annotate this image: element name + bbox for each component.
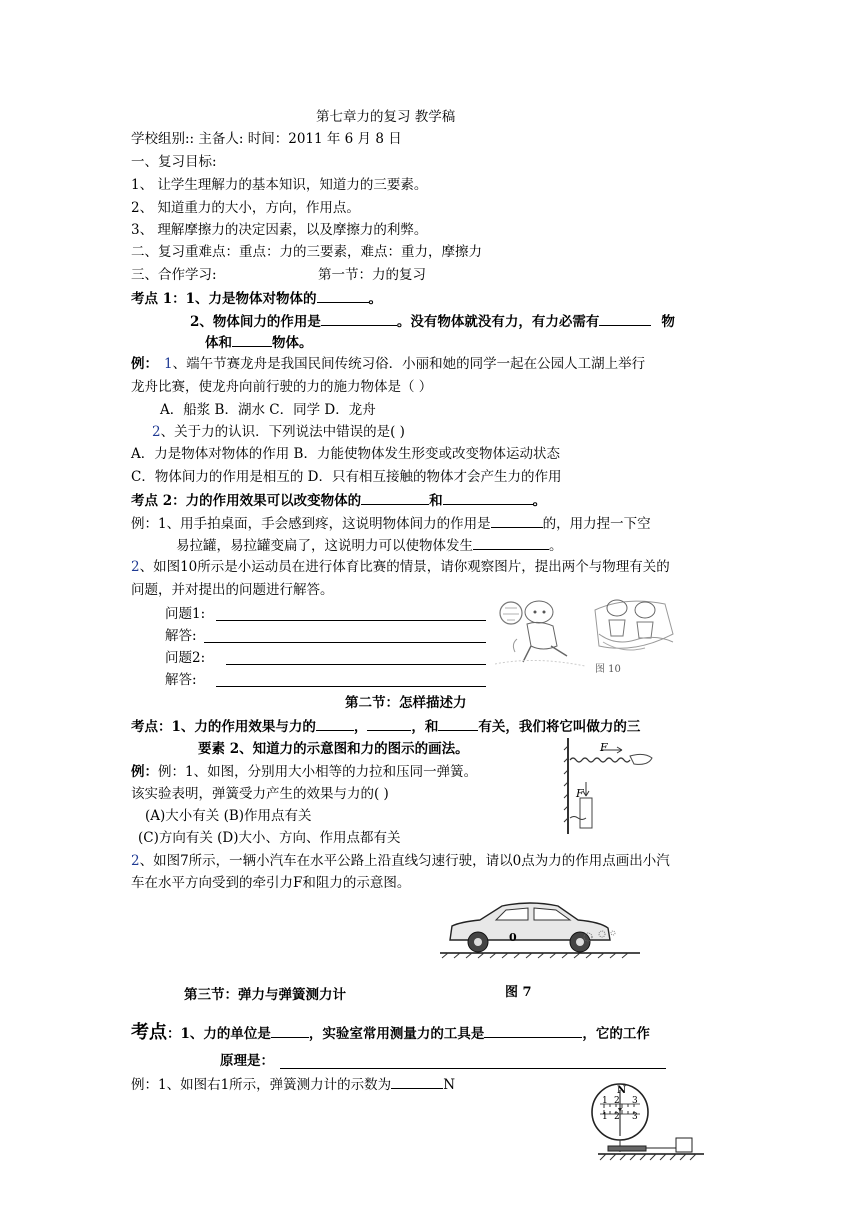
section-objectives: 一、复习目标: bbox=[131, 154, 217, 170]
figure-7-caption: 图 7 bbox=[505, 985, 532, 1000]
point2-line: 考点 2：力的作用效果可以改变物体的 和 。 bbox=[131, 490, 546, 511]
example1-options: A．船浆 B．湖水 C．同学 D．龙舟 bbox=[160, 402, 376, 418]
point1-line1: 考点 1：1、力是物体对物体的 。 bbox=[131, 288, 382, 309]
point1-line2: 2、物体间力的作用是 。没有物体就没有力，有力必需有 物 bbox=[190, 311, 675, 332]
example3-line2: 易拉罐，易拉罐变扁了，这说明力可以使物体发生 。 bbox=[176, 535, 563, 556]
section-cooperative: 三、合作学习: bbox=[131, 267, 217, 283]
example2-options-ab: A．力是物体对物体的作用 B．力能使物体发生形变或改变物体运动状态 bbox=[131, 446, 560, 462]
section1-title: 第一节：力的复习 bbox=[318, 267, 426, 283]
example3-line1: 例：1、用手拍桌面，手会感到疼，这说明物体间力的作用是 的，用力捏一下空 bbox=[131, 513, 651, 534]
section3-title: 第三节：弹力与弹簧测力计 bbox=[184, 987, 346, 1003]
example4-line2: 问题，并对提出的问题进行解答。 bbox=[131, 582, 334, 598]
gauge-unit-n: N bbox=[617, 1085, 627, 1096]
principle-blank[interactable] bbox=[280, 1068, 666, 1069]
goal-2: 2、 知道重力的大小，方向，作用点。 bbox=[131, 200, 360, 216]
example5-line2: 该实验表明，弹簧受力产生的效果与力的( ) bbox=[131, 786, 389, 802]
figure-10-illustration bbox=[495, 594, 680, 678]
example6-line2: 车在水平方向受到的牵引力F和阻力的示意图。 bbox=[131, 875, 411, 891]
example5-line1: 例：例：1、如图，分别用大小相等的力拉和压同一弹簧。 bbox=[131, 764, 478, 780]
gauge-tick-2-bottom: 2 bbox=[614, 1112, 620, 1122]
point1-line3: 体和 物体。 bbox=[205, 332, 313, 353]
goal-1: 1、 让学生理解力的基本知识，知道力的三要素。 bbox=[131, 177, 428, 193]
example5-options-cd: (C)方向有关 (D)大小、方向、作用点都有关 bbox=[138, 830, 401, 846]
gauge-tick-1-bottom: 1 bbox=[602, 1112, 608, 1122]
example7-line: 例：1、如图右1所示，弹簧测力计的示数为 N bbox=[131, 1074, 455, 1095]
question2-label: 问题2: bbox=[165, 650, 206, 666]
figure-10-caption: 图 10 bbox=[595, 664, 621, 675]
point3-line2: 要素 2、知道力的示意图和力的图示的画法。 bbox=[198, 741, 469, 757]
example2-stem: 2、关于力的认识．下列说法中错误的是( ) bbox=[152, 424, 405, 440]
example1-line2: 龙舟比赛，使龙舟向前行驶的力的施力物体是（ ） bbox=[131, 379, 433, 395]
goal-3: 3、 理解摩擦力的决定因素，以及摩擦力的利弊。 bbox=[131, 222, 428, 238]
point3-line1: 考点：1、力的作用效果与力的 ， ，和 有关，我们将它叫做力的三 bbox=[131, 716, 640, 737]
question2-blank[interactable] bbox=[226, 664, 486, 665]
question1-label: 问题1: bbox=[165, 606, 206, 622]
point4-line2: 原理是： bbox=[220, 1053, 274, 1069]
page-title: 第七章力的复习 教学稿 bbox=[316, 109, 456, 125]
answer1-blank[interactable] bbox=[204, 642, 486, 643]
example5-options-ab: (A)大小有关 (B)作用点有关 bbox=[145, 808, 312, 824]
section2-title: 第二节：怎样描述力 bbox=[345, 695, 467, 711]
question1-blank[interactable] bbox=[216, 620, 486, 621]
gauge-tick-3-top: 3 bbox=[632, 1096, 638, 1106]
gauge-tick-1-top: 1 bbox=[602, 1096, 608, 1106]
example6-line1: 2、如图7所示，一辆小汽车在水平公路上沿直线匀速行驶，请以0点为力的作用点画出小汽 bbox=[131, 853, 670, 869]
spring-force-label-bottom: F bbox=[576, 787, 584, 800]
answer2-label: 解答: bbox=[165, 672, 197, 688]
answer2-blank[interactable] bbox=[216, 686, 486, 687]
gauge-tick-3-bottom: 3 bbox=[632, 1112, 638, 1122]
car-point-o: 0 bbox=[509, 931, 517, 944]
meta-line: 学校组别:: 主备人: 时间：2011 年 6 月 8 日 bbox=[131, 131, 402, 147]
car-figure bbox=[440, 898, 640, 960]
answer1-label: 解答: bbox=[165, 628, 197, 644]
example2-options-cd: C．物体间力的作用是相互的 D．只有相互接触的物体才会产生力的作用 bbox=[131, 469, 562, 485]
gauge-tick-2-top: 2 bbox=[614, 1096, 620, 1106]
point4-line1: 考点：1、力的单位是 ，实验室常用测量力的工具是 ，它的工作 bbox=[131, 1022, 650, 1043]
example4-line1: 2、如图10所示是小运动员在进行体育比赛的情景，请你观察图片，提出两个与物理有关的 bbox=[131, 559, 670, 575]
section-keypoints: 二、复习重难点：重点：力的三要素，难点：重力，摩擦力 bbox=[131, 244, 482, 260]
spring-force-label-top: F bbox=[600, 741, 608, 754]
example1-line1: 例： 1、端午节赛龙舟是我国民间传统习俗．小丽和她的同学一起在公园人工湖上举行 bbox=[131, 356, 646, 372]
